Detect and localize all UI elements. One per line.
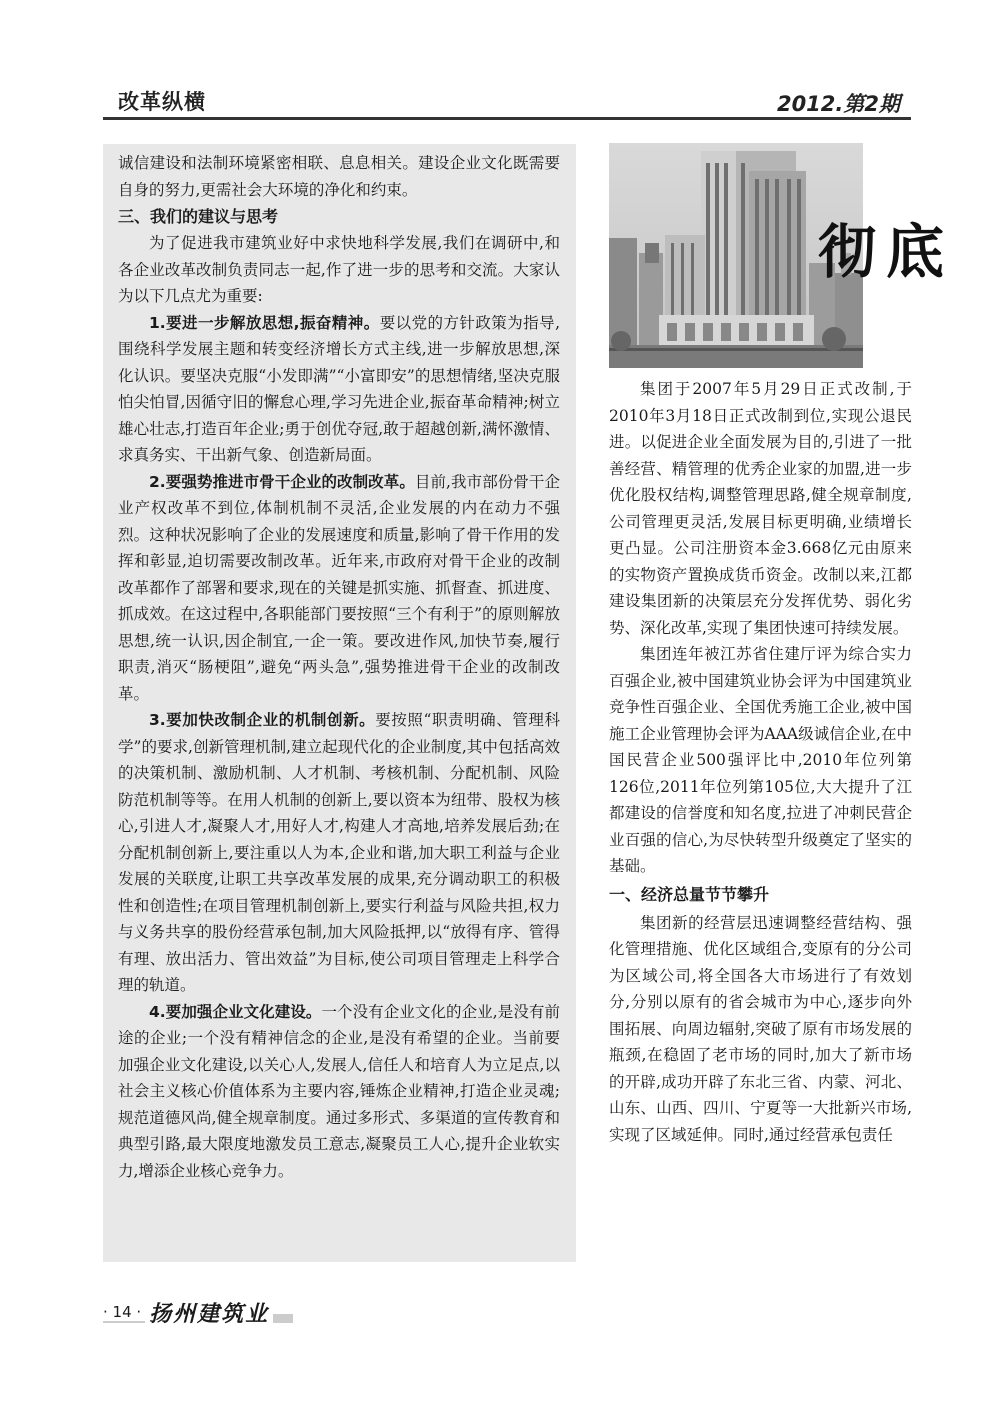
issue-label: 2012.第2期: [776, 92, 900, 116]
article-headline: 彻底: [818, 218, 955, 286]
list-item-lead: 3.要加快改制企业的机制创新。: [149, 711, 376, 729]
list-item-text: 一个没有企业文化的企业,是没有前途的企业;一个没有精神信念的企业,是没有希望的企业。当前要加强企业文化建设,以关心人,发展人,信任人和培育人为立足点,以社会主义核心价值体系为主要内容,锤炼企业精神,打造企业灵魂;规范道德风尚,健全规章制度。通过多形式、多渠道的宣传教育和典型引路,最大限度地激发员工意志,凝聚员工人心,提升企业软实力,增添企业核心竞争力。: [118, 1002, 560, 1180]
list-item-text: 目前,我市部份骨干企业产权改革不到位,体制机制不灵活,企业发展的内在动力不强烈。这种状况影响了企业的发展速度和质量,影响了骨干作用的发挥和彰显,迫切需要改制改革。近年来,市政府对骨干企业的改制改革都作了部署和要求,现在的关键是抓实施、抓督查、抓进度、抓成效。在这过程中,各职能部门要按照“三个有利于”的原则解放思想,统一认识,因企制宜,一企一策。要改进作风,加快节奏,履行职责,消灭“肠梗阻”,避免“两头急”,强势推进骨干企业的改制改革。: [118, 472, 560, 703]
list-item-lead: 4.要加强企业文化建设。: [149, 1002, 322, 1021]
left-column: [118, 150, 560, 1184]
list-item-lead: 1.要进一步解放思想,振奋精神。: [149, 313, 380, 332]
list-item-text: 要按照“职责明确、管理科学”的要求,创新管理机制,建立起现代化的企业制度,其中包括高效的决策机制、激励机制、人才机制、考核机制、分配机制、风险防范机制等等。在用人机制的创新上,要以资本为纽带、股权为核心,引进人才,凝聚人才,用好人才,构建人才高地,培养发展后劲;在分配机制创新上,要注重以人为本,企业和谐,加大职工利益与企业发展的关联度,让职工共享改革发展的成果,充分调动职工的积极性和创造性;在项目管理机制创新上,要实行利益与风险共担,权力与义务共享的股份经营承包制,加大风险抵押,以“放得有序、管得有理、放出活力、管出效益”为目标,使公司项目管理走上科学合理的轨道。: [118, 711, 560, 994]
right-column: [609, 376, 912, 1148]
page-number: · 14 ·: [99, 1303, 145, 1321]
intro-paragraph: 诚信建设和法制环境紧密相联、息息相关。建设企业文化既需要自身的努力,更需社会大环境的净化和约束。: [118, 154, 560, 199]
list-item: [118, 999, 560, 1185]
section-heading: 三、我们的建议与思考: [118, 207, 279, 226]
paragraph: 集团新的经营层迅速调整经营结构、强化管理措施、优化区域组合,变原有的分公司为区域公司,将全国各大市场进行了有效划分,分别以原有的省会城市为中心,逐步向外围拓展、向周边辐射,突破了原有市场发展的瓶颈,在稳固了老市场的同时,加大了新市场的开辟,成功开辟了东北三省、内蒙、河北、山东、山西、四川、宁夏等一大批新兴市场,实现了区域延伸。同时,通过经营承包责任: [609, 913, 912, 1144]
list-item-lead: 2.要强势推进市骨干企业的改制改革。: [149, 472, 415, 491]
section-heading: 一、经济总量节节攀升: [609, 884, 770, 904]
magazine-logo: 扬州建筑业: [145, 1297, 273, 1328]
list-item-text: 要以党的方针政策为指导,围绕科学发展主题和转变经济增长方式主线,进一步解放思想,深化认识。要坚决克服“小发即满”“小富即安”的思想情绪,坚决克服怕尖怕冒,因循守旧的懈怠心理,学习先进企业,振奋革命精神;树立雄心壮志,打造百年企业;勇于创优夺冠,敢于超越创新,满怀激情、求真务实、干出新气象、创造新局面。: [118, 313, 560, 464]
list-item: [118, 707, 560, 999]
paragraph: 集团于2007年5月29日正式改制,于2010年3月18日正式改制到位,实现公退民进。以促进企业全面发展为目的,引进了一批善经营、精管理的优秀企业家的加盟,进一步优化股权结构,调整管理思路,健全规章制度,公司管理更灵活,发展目标更明确,业绩增长更凸显。公司注册资本金3.668亿元由原来的实物资产置换成货币资金。改制以来,江都建设集团新的决策层充分发挥优势、弱化劣势、深化改革,实现了集团快速可持续发展。: [609, 380, 912, 637]
list-item: [118, 310, 560, 469]
paragraph: 集团连年被江苏省住建厅评为综合实力百强企业,被中国建筑业协会评为中国建筑业竞争性百强企业、全国优秀施工企业,被中国施工企业管理协会评为AAA级诚信企业,在中国民营企业500强评比中,2010年位列第126位,2011年位列第105位,大大提升了江都建设的信誉度和知名度,拉进了冲刺民营企业百强的信心,为尽快转型升级奠定了坚实的基础。: [609, 645, 912, 875]
header-rule: [103, 117, 911, 120]
footer: [103, 1296, 273, 1328]
paragraph: 为了促进我市建筑业好中求快地科学发展,我们在调研中,和各企业改革改制负责同志一起,作了进一步的思考和交流。大家认为以下几点尤为重要:: [118, 234, 560, 305]
section-title: 改革纵横: [118, 90, 206, 114]
list-item: [118, 469, 560, 708]
